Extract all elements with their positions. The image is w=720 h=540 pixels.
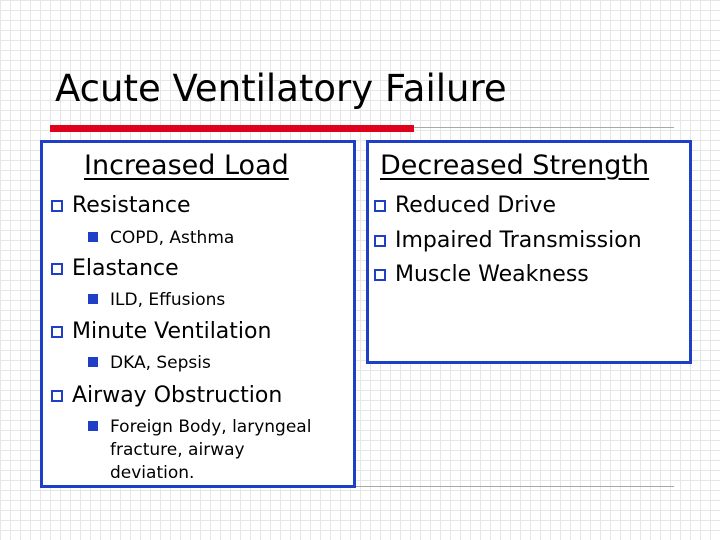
list-item-label: Minute Ventilation — [72, 319, 272, 344]
sub-item — [88, 352, 211, 375]
sub-item-line: Foreign Body, laryngeal — [110, 417, 312, 437]
sub-item-line: fracture, airway — [110, 440, 245, 460]
square-bullet-icon — [88, 421, 98, 431]
list-item — [374, 227, 642, 255]
checkbox-bullet-icon — [51, 200, 63, 212]
sub-item-line: deviation. — [110, 463, 195, 483]
title-underline-gray — [414, 127, 674, 128]
list-item-label: Impaired Transmission — [395, 228, 642, 253]
list-item — [374, 192, 556, 220]
list-item-label: Muscle Weakness — [395, 262, 589, 287]
square-bullet-icon — [88, 294, 98, 304]
title-underline-red — [50, 125, 414, 132]
list-item — [374, 261, 589, 289]
sub-item — [88, 416, 311, 485]
list-item — [51, 318, 271, 346]
sub-item-text: COPD, Asthma — [110, 228, 235, 248]
square-bullet-icon — [88, 357, 98, 367]
list-item — [51, 255, 179, 283]
slide-title: Acute Ventilatory Failure — [55, 67, 507, 110]
sub-item — [88, 289, 225, 312]
square-bullet-icon — [88, 232, 98, 242]
list-item-label: Reduced Drive — [395, 193, 556, 218]
checkbox-bullet-icon — [51, 390, 63, 402]
checkbox-bullet-icon — [51, 263, 63, 275]
list-item — [51, 192, 191, 220]
list-item-label: Resistance — [72, 193, 191, 218]
sub-item — [88, 227, 234, 250]
checkbox-bullet-icon — [374, 235, 386, 247]
list-item-label: Airway Obstruction — [72, 383, 283, 408]
list-item — [51, 382, 282, 410]
list-item-label: Elastance — [72, 256, 179, 281]
checkbox-bullet-icon — [374, 200, 386, 212]
checkbox-bullet-icon — [374, 269, 386, 281]
increased-load-panel — [40, 140, 356, 488]
decreased-strength-panel — [366, 140, 692, 364]
sub-item-text: ILD, Effusions — [110, 290, 226, 310]
checkbox-bullet-icon — [51, 326, 63, 338]
sub-item-text: DKA, Sepsis — [110, 353, 211, 373]
decreased-strength-heading: Decreased Strength — [380, 150, 650, 181]
increased-load-heading: Increased Load — [84, 150, 289, 181]
bottom-divider — [356, 486, 674, 487]
